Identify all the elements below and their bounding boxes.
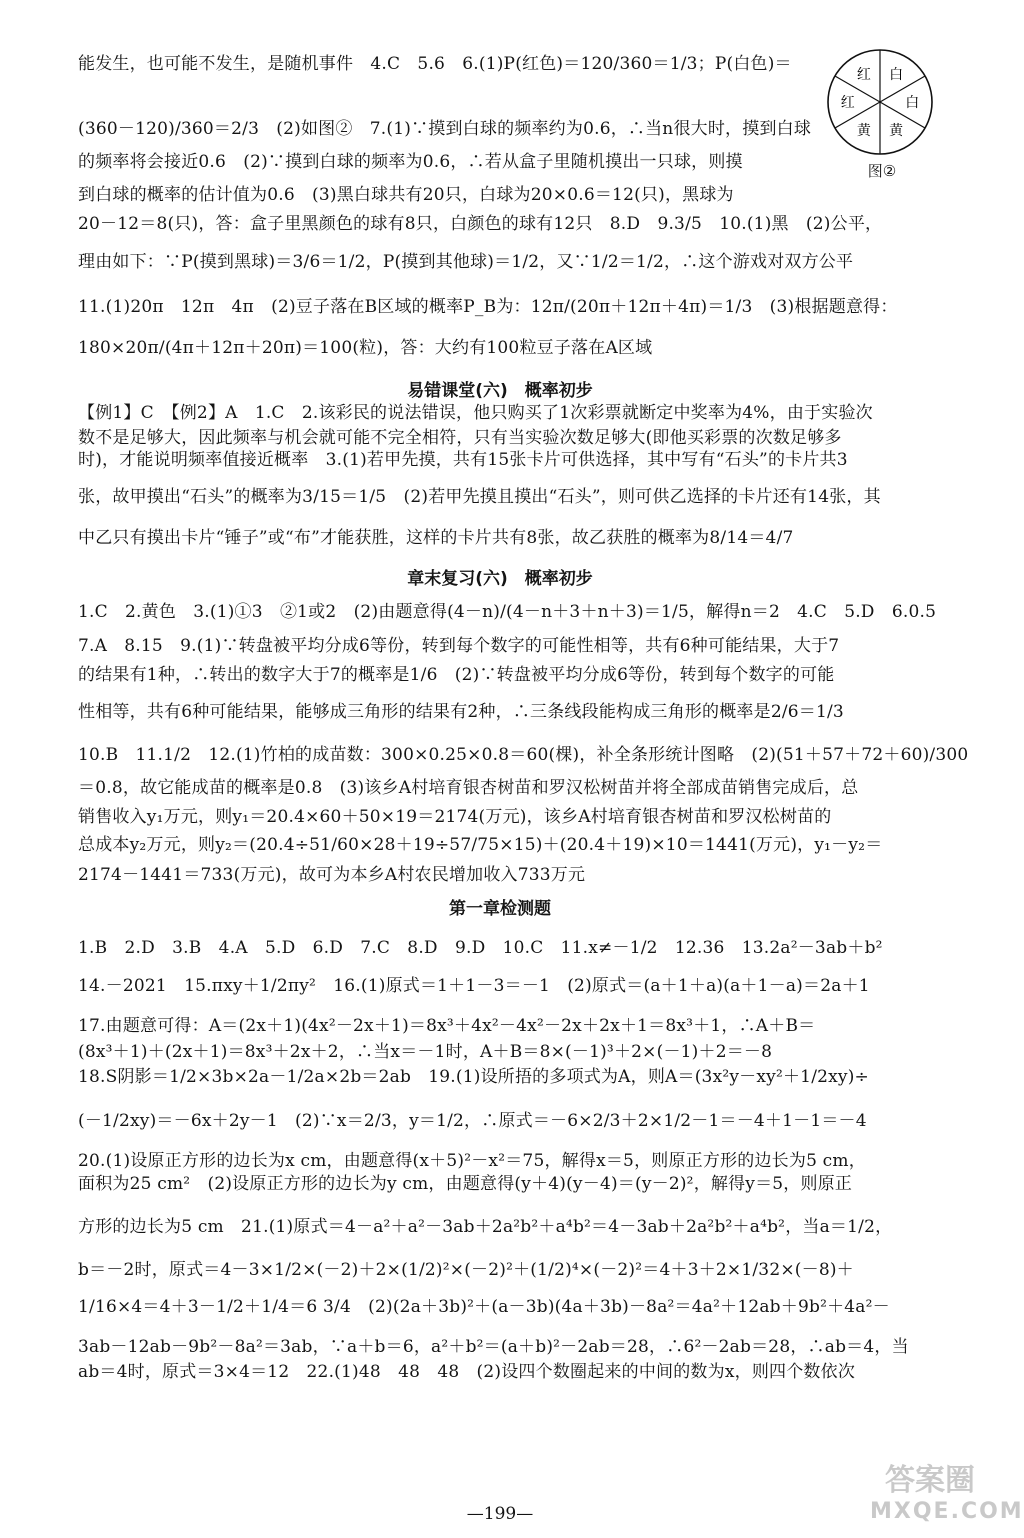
answer-text-line: (8x³＋1)＋(2x＋1)＝8x³＋2x＋2，∴当x＝－1时，A＋B＝8×(－1)³＋2×(－1)＋2＝－8 [78, 1042, 773, 1062]
answer-text-line: 性相等，共有6种可能结果，能够成三角形的结果有2种，∴三条线段能构成三角形的概率是2/6＝1/3 [78, 702, 844, 722]
watermark-top-text: 答案圈 [885, 1463, 975, 1498]
section-heading: 易错课堂(六) 概率初步 [407, 381, 593, 401]
answer-text-line: 2174－1441＝733(万元)，故可为本乡A村农民增加收入733万元 [78, 865, 586, 885]
spinner-sector-label: 黄 [889, 122, 904, 139]
figure-caption: 图② [867, 162, 897, 180]
spinner-sector-label: 黄 [856, 122, 871, 139]
answer-text-line: b＝－2时，原式＝4－3×1/2×(－2)＋2×(1/2)²×(－2)²＋(1/2)⁴×(－2)²＝4＋3＋2×1/32×(－8)＋ [78, 1260, 854, 1280]
spinner-sector-label: 红 [856, 67, 871, 84]
answer-text-line: 3ab－12ab－9b²－8a²＝3ab，∵a＋b＝6，a²＋b²＝(a＋b)²－2ab＝28，∴6²－2ab＝28，∴ab＝4，当 [78, 1337, 909, 1357]
answer-text-line: ab＝4时，原式＝3×4＝12 22.(1)48 48 48 (2)设四个数圈起来的中间的数为x，则四个数依次 [78, 1362, 856, 1382]
answer-text-line: 20.(1)设原正方形的边长为x cm，由题意得(x＋5)²－x²＝75，解得x＝5，则原正方形的边长为5 cm， [78, 1151, 866, 1171]
section-heading: 章末复习(六) 概率初步 [407, 569, 593, 589]
answer-text-line: 到白球的概率的估计值为0.6 (3)黑白球共有20只，白球为20×0.6＝12(只)，黑球为 [78, 185, 734, 205]
answer-text-line: 的频率将会接近0.6 (2)∵摸到白球的频率为0.6，∴若从盒子里随机摸出一只球，则摸 [78, 152, 743, 172]
answer-text-line: 7.A 8.15 9.(1)∵转盘被平均分成6等份，转到每个数字的可能性相等，共有6种可能结果，大于7 [78, 636, 840, 656]
answer-text-line: 20－12＝8(只)，答：盒子里黑颜色的球有8只，白颜色的球有12只 8.D 9.3/5 10.(1)黑 (2)公平， [78, 214, 883, 234]
answer-text-line: 17.由题意可得：A＝(2x＋1)(4x²－2x＋1)＝8x³＋4x²－4x²－2x＋2x＋1＝8x³＋1，∴A＋B＝ [78, 1016, 816, 1036]
answer-text-line: 面积为25 cm² (2)设原正方形的边长为y cm，由题意得(y＋4)(y－4)＝(y－2)²，解得y＝5，则原正 [78, 1174, 853, 1194]
watermark-logo [870, 1455, 1024, 1535]
spinner-figure [820, 40, 940, 180]
answer-text-line: 180×20π/(4π＋12π＋20π)＝100(粒)，答：大约有100粒豆子落在A区域 [78, 338, 653, 358]
answer-text-line: 能发生，也可能不发生，是随机事件 4.C 5.6 6.(1)P(红色)＝120/360＝1/3；P(白色)＝ [78, 54, 792, 74]
answer-text-line: 方形的边长为5 cm 21.(1)原式＝4－a²＋a²－3ab＋2a²b²＋a⁴b²＝4－3ab＋2a²b²＋a⁴b²，当a＝1/2， [78, 1217, 893, 1237]
answer-text-line: 11.(1)20π 12π 4π (2)豆子落在B区域的概率P_B为：12π/(20π＋12π＋4π)＝1/3 (3)根据题意得： [78, 297, 898, 317]
answer-text-line: 18.S阴影＝1/2×3b×2a－1/2a×2b＝2ab 19.(1)设所捂的多项式为A，则A＝(3x²y－xy²＋1/2xy)÷ [78, 1067, 870, 1087]
answer-text-line: 的结果有1种，∴转出的数字大于7的概率是1/6 (2)∵转盘被平均分成6等份，转到每个数字的可能 [78, 665, 835, 685]
answer-text-line: 总成本y₂万元，则y₂＝(20.4÷51/60×28＋19÷57/75×15)＋(20.4＋19)×10＝1441(万元)，y₁－y₂＝ [78, 835, 883, 855]
answer-text-line: 1/16×4＝4＋3－1/2＋1/4＝6 3/4 (2)(2a＋3b)²＋(a－3b)(4a＋3b)－8a²＝4a²＋12ab＋9b²＋4a²－ [78, 1297, 890, 1317]
answer-text-line: 10.B 11.1/2 12.(1)竹柏的成苗数：300×0.25×0.8＝60(棵)，补全条形统计图略 (2)(51＋57＋72＋60)/300 [78, 745, 969, 765]
answer-text-line: (－1/2xy)＝－6x＋2y－1 (2)∵x＝2/3，y＝1/2，∴原式＝－6×2/3＋2×1/2－1＝－4＋1－1＝－4 [78, 1111, 867, 1131]
answer-text-line: 中乙只有摸出卡片“锤子”或“布”才能获胜，这样的卡片共有8张，故乙获胜的概率为8/14＝4/7 [78, 528, 794, 548]
spinner-sector-label: 白 [889, 67, 904, 84]
watermark-bottom-text: MXQE.COM [870, 1499, 1024, 1524]
spinner-sector-label: 白 [905, 95, 920, 111]
answer-text-line: 张，故甲摸出“石头”的概率为3/15＝1/5 (2)若甲先摸且摸出“石头”，则可供乙选择的卡片还有14张，其 [78, 487, 881, 507]
answer-text-line: 理由如下：∵P(摸到黑球)＝3/6＝1/2，P(摸到其他球)＝1/2，又∵1/2＝1/2，∴这个游戏对双方公平 [78, 252, 854, 272]
answer-text-line: 数不是足够大，因此频率与机会就可能不完全相符，只有当实验次数足够大(即他买彩票的次数足够多 [78, 428, 842, 448]
page-number: —199— [466, 1504, 534, 1524]
answer-text-line: 1.B 2.D 3.B 4.A 5.D 6.D 7.C 8.D 9.D 10.C 11.x≠－1/2 12.36 13.2a²－3ab＋b² [78, 938, 883, 958]
answer-text-line: 销售收入y₁万元，则y₁＝20.4×60＋50×19＝2174(万元)，该乡A村培育银杏树苗和罗汉松树苗的 [78, 807, 832, 827]
spinner-sector-label: 红 [840, 95, 855, 111]
answer-text-line: 1.C 2.黄色 3.(1)①3 ②1或2 (2)由题意得(4－n)/(4－n＋3＋n＋3)＝1/5，解得n＝2 4.C 5.D 6.0.5 [78, 602, 937, 622]
answer-text-line: 【例1】C 【例2】A 1.C 2.该彩民的说法错误，他只购买了1次彩票就断定中奖率为4%，由于实验次 [78, 403, 873, 423]
section-heading: 第一章检测题 [449, 899, 551, 919]
answer-text-line: ＝0.8，故它能成苗的概率是0.8 (3)该乡A村培育银杏树苗和罗汉松树苗并将全部成苗销售完成后，总 [78, 778, 859, 798]
answer-text-line: 14.－2021 15.πxy＋1/2πy² 16.(1)原式＝1＋1－3＝－1 (2)原式＝(a＋1＋a)(a＋1－a)＝2a＋1 [78, 976, 870, 996]
spinner-disc [828, 50, 932, 154]
answer-text-line: 时)，才能说明频率值接近概率 3.(1)若甲先摸，共有15张卡片可供选择，其中写有“石头”的卡片共3 [78, 450, 848, 470]
answer-text-line: (360－120)/360＝2/3 (2)如图② 7.(1)∵摸到白球的频率约为0.6，∴当n很大时，摸到白球 [78, 119, 812, 139]
